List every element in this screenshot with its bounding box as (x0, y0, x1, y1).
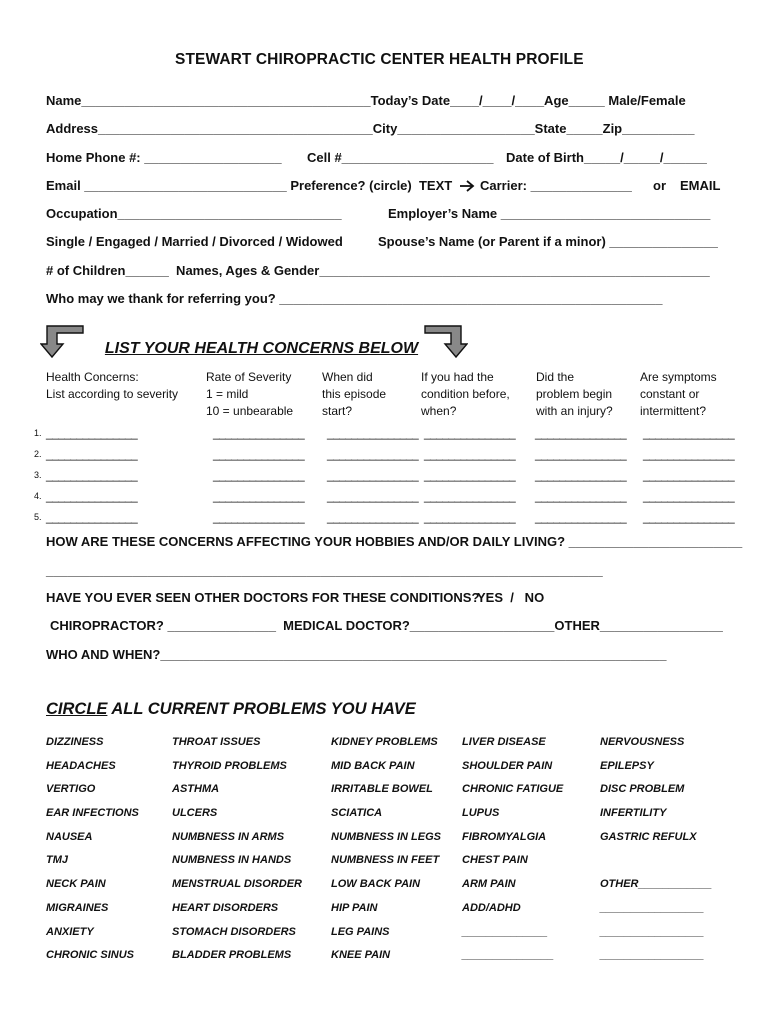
problem-option[interactable]: NAUSEA (46, 831, 93, 843)
problem-option[interactable]: THYROID PROBLEMS (172, 760, 287, 772)
concern-row-3-field-1[interactable]: _______________ (46, 468, 138, 482)
spouse-name-field[interactable]: Spouse’s Name (or Parent if a minor) _______________ (378, 234, 718, 249)
concern-row-5-field-2[interactable]: _______________ (213, 510, 305, 524)
address-line[interactable]: Address______________________________________City___________________State_____Zip__________ (46, 121, 695, 136)
problem-option[interactable]: HEART DISORDERS (172, 902, 279, 914)
problem-option[interactable]: VERTIGO (46, 783, 96, 795)
problem-option[interactable]: ULCERS (172, 807, 218, 819)
concern-row-3-field-4[interactable]: _______________ (424, 468, 516, 482)
problem-option[interactable]: EPILEPSY (600, 760, 654, 772)
concern-row-1-field-2[interactable]: _______________ (213, 426, 305, 440)
problem-option[interactable]: ADD/ADHD (462, 902, 521, 914)
concern-row-3-field-5[interactable]: _______________ (535, 468, 627, 482)
problem-option[interactable]: NECK PAIN (46, 878, 106, 890)
children-field[interactable]: # of Children______ Names, Ages & Gender______________________________________________________ (46, 263, 710, 278)
problem-option[interactable]: _________________ (600, 902, 705, 914)
problem-option[interactable]: MENSTRUAL DISORDER (172, 878, 302, 890)
problem-option[interactable]: DIZZINESS (46, 736, 104, 748)
problem-option[interactable]: LIVER DISEASE (462, 736, 546, 748)
col-condition-before: If you had the condition before, when? (421, 370, 510, 418)
problem-option[interactable]: MIGRAINES (46, 902, 109, 914)
concern-row-number: 3. (34, 470, 42, 480)
problem-option[interactable]: SHOULDER PAIN (462, 760, 553, 772)
problem-option[interactable]: LOW BACK PAIN (331, 878, 421, 890)
concern-row-3-field-2[interactable]: _______________ (213, 468, 305, 482)
concern-row-5-field-5[interactable]: _______________ (535, 510, 627, 524)
concern-row-2-field-1[interactable]: _______________ (46, 447, 138, 461)
email-preference-field[interactable]: Email ____________________________ Preference? (circle) TEXT (46, 178, 453, 193)
concern-row-5-field-4[interactable]: _______________ (424, 510, 516, 524)
problem-option[interactable]: OTHER____________ (600, 878, 712, 890)
concern-row-3-field-6[interactable]: _______________ (643, 468, 735, 482)
problem-option[interactable]: NUMBNESS IN LEGS (331, 831, 442, 843)
problem-option[interactable]: ARM PAIN (462, 878, 516, 890)
concern-row-number: 4. (34, 491, 42, 501)
problem-option[interactable]: HIP PAIN (331, 902, 378, 914)
concern-row-4-field-6[interactable]: _______________ (643, 489, 735, 503)
concern-row-1-field-4[interactable]: _______________ (424, 426, 516, 440)
health-concerns-heading (96, 322, 418, 358)
problem-option[interactable]: ______________ (462, 926, 548, 938)
problem-option[interactable]: CHRONIC FATIGUE (462, 783, 564, 795)
problem-option[interactable]: EAR INFECTIONS (46, 807, 139, 819)
who-when-line[interactable]: WHO AND WHEN?______________________________________________________________________ (46, 647, 667, 662)
concern-row-1-field-1[interactable]: _______________ (46, 426, 138, 440)
col-health-concerns: Health Concerns: List according to severity (46, 370, 179, 401)
problem-option[interactable]: FIBROMYALGIA (462, 831, 547, 843)
cell-field[interactable]: Cell #_____________________ (307, 150, 494, 165)
problem-option[interactable]: TMJ (46, 854, 68, 866)
problem-option[interactable]: NUMBNESS IN HANDS (172, 854, 292, 866)
problem-option[interactable]: LUPUS (462, 807, 500, 819)
concern-row-2-field-3[interactable]: _______________ (327, 447, 419, 461)
concern-row-4-field-3[interactable]: _______________ (327, 489, 419, 503)
problem-option[interactable]: DISC PROBLEM (600, 783, 685, 795)
concern-row-2-field-6[interactable]: _______________ (643, 447, 735, 461)
problem-option[interactable]: CHRONIC SINUS (46, 949, 135, 961)
arrow-right-icon (459, 180, 475, 192)
bent-arrow-down-left-icon (40, 322, 86, 360)
or-label: or (653, 178, 666, 193)
form-title: STEWART CHIROPRACTIC CENTER HEALTH PROFILE (175, 51, 584, 68)
dob-field[interactable]: Date of Birth_____/_____/______ (506, 150, 707, 165)
problem-option[interactable]: SCIATICA (331, 807, 383, 819)
doctor-types-line[interactable]: CHIROPRACTOR? _______________ MEDICAL DOCTOR?____________________OTHER_________________ (50, 618, 723, 633)
referral-field[interactable]: Who may we thank for referring you? _____________________________________________________ (46, 291, 663, 306)
concern-row-1-field-3[interactable]: _______________ (327, 426, 419, 440)
email-option[interactable]: EMAIL (680, 178, 721, 193)
hobbies-question[interactable]: HOW ARE THESE CONCERNS AFFECTING YOUR HOBBIES AND/OR DAILY LIVING? ________________________ (46, 534, 743, 549)
problem-option[interactable]: KIDNEY PROBLEMS (331, 736, 438, 748)
problem-option[interactable]: NUMBNESS IN FEET (331, 854, 440, 866)
problem-option[interactable]: LEG PAINS (331, 926, 390, 938)
concern-row-2-field-4[interactable]: _______________ (424, 447, 516, 461)
concern-row-5-field-1[interactable]: _______________ (46, 510, 138, 524)
hobbies-answer-line[interactable]: _____________________________________________________________________________ (46, 563, 603, 578)
problem-option[interactable]: NUMBNESS IN ARMS (172, 831, 285, 843)
problem-option[interactable]: NERVOUSNESS (600, 736, 685, 748)
problem-option[interactable]: STOMACH DISORDERS (172, 926, 296, 938)
concern-row-4-field-5[interactable]: _______________ (535, 489, 627, 503)
problem-option[interactable]: _________________ (600, 949, 705, 961)
problem-option[interactable]: KNEE PAIN (331, 949, 391, 961)
home-phone-field[interactable]: Home Phone #: ___________________ (46, 150, 282, 165)
other-doctors-question: HAVE YOU EVER SEEN OTHER DOCTORS FOR THESE CONDITIONS? (46, 590, 480, 605)
concern-row-2-field-2[interactable]: _______________ (213, 447, 305, 461)
employer-field[interactable]: Employer’s Name _____________________________ (388, 206, 711, 221)
problem-option[interactable]: _________________ (600, 926, 705, 938)
concern-row-2-field-5[interactable]: _______________ (535, 447, 627, 461)
problem-option[interactable]: INFERTILITY (600, 807, 667, 819)
problem-option[interactable]: HEADACHES (46, 760, 116, 772)
bent-arrow-down-right-icon (422, 322, 468, 360)
name-date-age-line[interactable]: Name________________________________________Today’s Date____/____/____Age_____ Male/Female (46, 93, 686, 108)
problem-option[interactable]: MID BACK PAIN (331, 760, 415, 772)
concern-row-4-field-2[interactable]: _______________ (213, 489, 305, 503)
col-episode-start: When did this episode start? (322, 370, 387, 418)
problem-option[interactable]: BLADDER PROBLEMS (172, 949, 292, 961)
concern-row-5-field-3[interactable]: _______________ (327, 510, 419, 524)
problem-option[interactable]: ANXIETY (46, 926, 94, 938)
concern-row-4-field-4[interactable]: _______________ (424, 489, 516, 503)
col-rate-severity: Rate of Severity 1 = mild 10 = unbearable (206, 370, 294, 418)
problem-option[interactable]: ASTHMA (172, 783, 220, 795)
problem-option[interactable]: CHEST PAIN (462, 854, 528, 866)
concern-row-4-field-1[interactable]: _______________ (46, 489, 138, 503)
concern-row-number: 2. (34, 449, 42, 459)
concern-row-number: 5. (34, 512, 42, 522)
concern-row-5-field-6[interactable]: _______________ (643, 510, 735, 524)
occupation-field[interactable]: Occupation_______________________________ (46, 206, 342, 221)
carrier-field[interactable]: Carrier: ______________ (480, 178, 632, 193)
health-concerns-heading-text: LIST YOUR HEALTH CONCERNS BELOW (104, 340, 419, 357)
problems-heading-circle: CIRCLE (46, 700, 108, 718)
concern-row-3-field-3[interactable]: _______________ (327, 468, 419, 482)
marital-status-options[interactable]: Single / Engaged / Married / Divorced / Widowed (46, 234, 343, 249)
concern-row-number: 1. (34, 428, 42, 438)
col-injury: Did the problem begin with an injury? (536, 370, 613, 418)
problems-heading (46, 700, 416, 719)
concern-row-1-field-6[interactable]: _______________ (643, 426, 735, 440)
problems-heading-rest: ALL CURRENT PROBLEMS YOU HAVE (107, 700, 416, 718)
yes-no-options[interactable]: YES / NO (477, 590, 545, 605)
problem-option[interactable]: GASTRIC REFULX (600, 831, 697, 843)
concern-row-1-field-5[interactable]: _______________ (535, 426, 627, 440)
col-constant-intermittent: Are symptoms constant or intermittent? (640, 370, 717, 418)
problem-option[interactable]: THROAT ISSUES (172, 736, 261, 748)
problem-option[interactable]: IRRITABLE BOWEL (331, 783, 433, 795)
problem-option[interactable]: _______________ (462, 949, 554, 961)
